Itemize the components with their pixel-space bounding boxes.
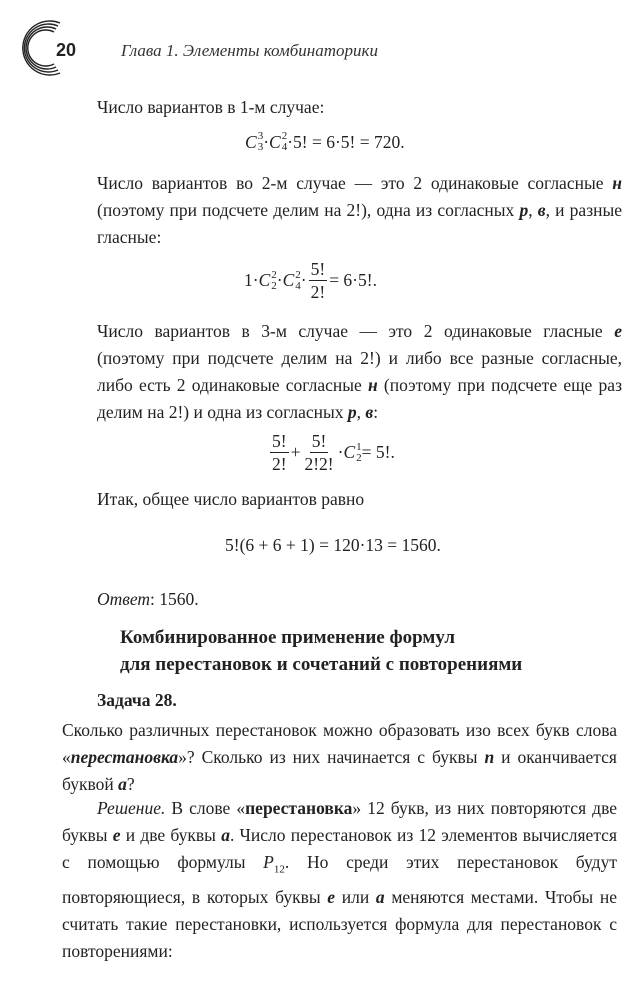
answer-line bbox=[97, 586, 199, 613]
case2-formula: 1· C 2 2 · C 2 4 · $\frac{5!}{2!}$ = 6·5!. bbox=[244, 259, 377, 302]
running-head: Глава 1. Элементы комбинаторики bbox=[121, 41, 378, 60]
case3-paragraph: Число вариантов в 3-м случае — это 2 одинаковые гласные е (поэтому при подсчете делим на 2!) и либо все разные согласные, либо есть 2 одинаковые согласные н (поэтому при подсчете еще раз делим на 2!) и одна из согласных р, в: bbox=[97, 321, 622, 422]
solution-paragraph: Решение. В слове «перестановка» 12 букв, из них повторяются две буквы е и две буквы а. Число перестановок из 12 элементов вычисляется с помощью формулы $P_{12}$. Но среди этих перестановок будут повторяющиеся, в которых буквы е или а меняются местами. Чтобы не считать такие перестановки, используется формула для перестановок с повторениями: bbox=[62, 798, 617, 961]
case1-text: Число вариантов в 1-м случае: bbox=[97, 97, 325, 117]
case1-formula: C 3 3 · C 2 4 ·5! = 6·5! = 720. bbox=[245, 130, 405, 153]
total-text: Итак, общее число вариантов равно bbox=[97, 489, 365, 509]
case3-formula: $\frac{5!}{2!}$ + $\frac{5!}{2!2!}$ · C 1 2 = 5!. bbox=[272, 431, 395, 474]
section-title: Комбинированное применение формул для перестановок и сочетаний с повторениями bbox=[120, 627, 523, 675]
task-title: Задача 28. bbox=[97, 690, 177, 710]
case2-paragraph: Число вариантов во 2-м случае — это 2 одинаковые согласные н (поэтому при подсчете делим на 2!), одна из согласных р, в, и разные гласные: bbox=[97, 173, 623, 247]
answer-label: Ответ bbox=[97, 589, 151, 609]
total-formula: 5!(6 + 6 + 1) = 120·13 = 1560. bbox=[225, 535, 441, 555]
page-number: 20 bbox=[56, 40, 77, 60]
answer-value: : 1560. bbox=[150, 589, 199, 609]
task-question: Сколько различных перестановок можно образовать изо всех букв слова «перестановка»? Сколько из них начинается с буквы п и оканчивается буквой а? bbox=[62, 720, 617, 794]
